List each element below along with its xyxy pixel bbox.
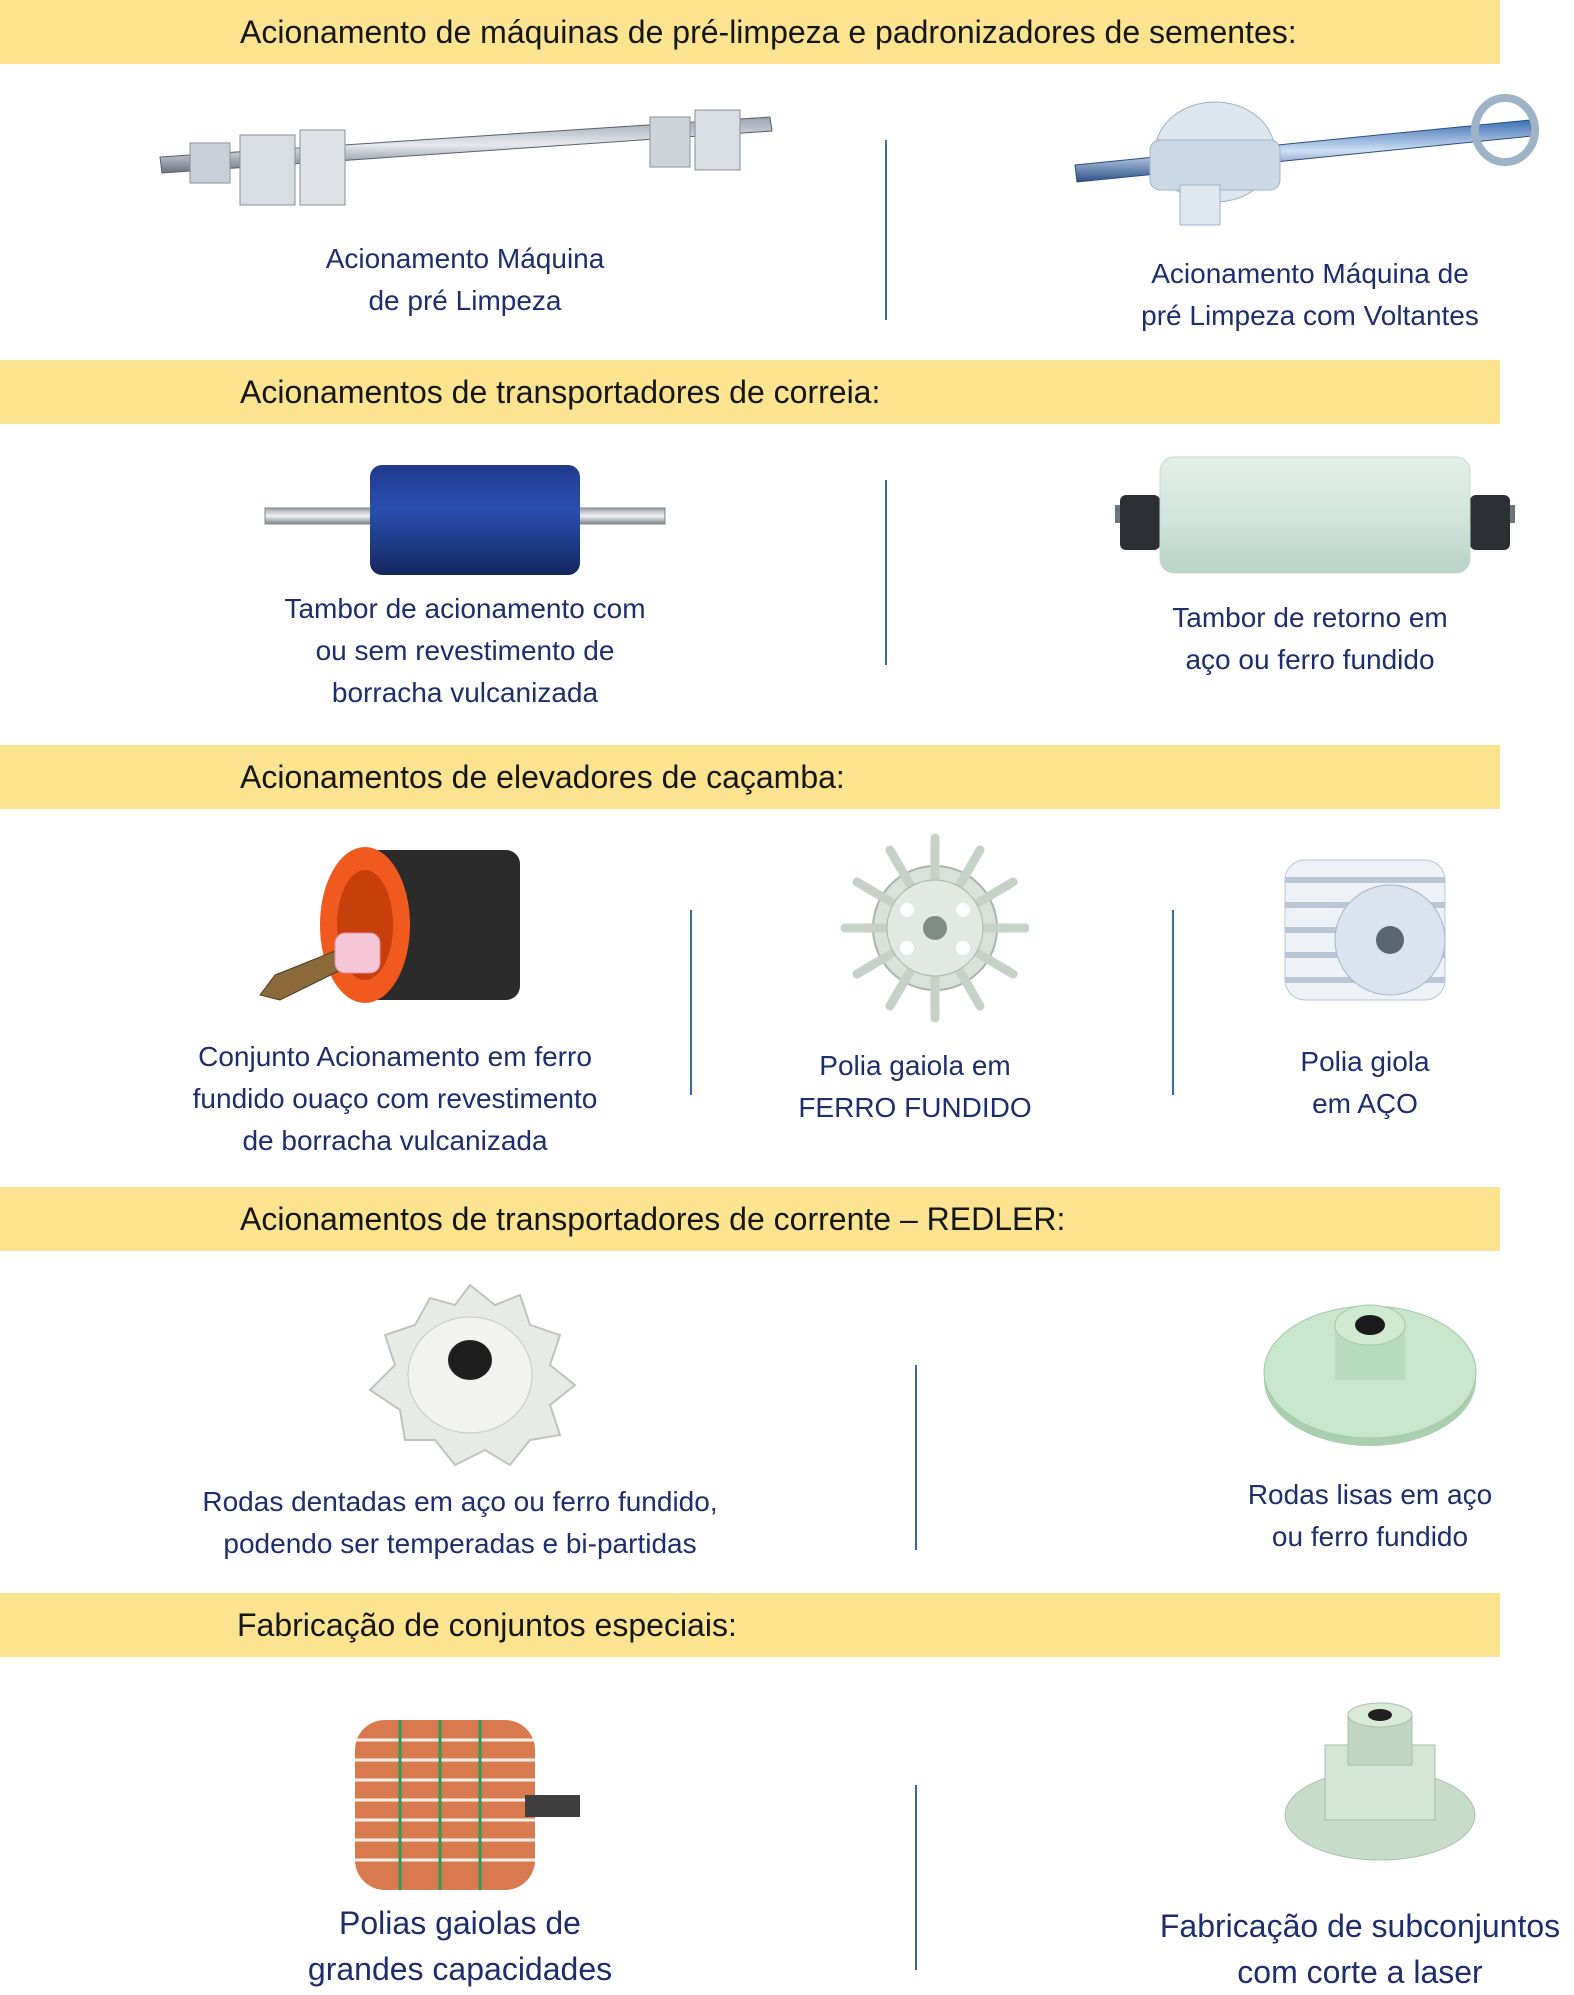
item-caption: Polia gaiola em FERRO FUNDIDO bbox=[798, 1050, 1032, 1123]
divider bbox=[885, 140, 887, 320]
divider bbox=[1172, 910, 1174, 1095]
section-title-1: Acionamento de máquinas de pré-limpeza e padronizadores de sementes: bbox=[240, 14, 1297, 50]
item-caption: Acionamento Máquina de pré Limpeza bbox=[325, 243, 605, 316]
section-title-3: Acionamentos de elevadores de caçamba: bbox=[240, 759, 845, 795]
item-caption: Rodas lisas em aço ou ferro fundido bbox=[1247, 1479, 1493, 1552]
laser-cut-subassembly-icon bbox=[1280, 1700, 1480, 1870]
divider bbox=[690, 910, 692, 1095]
steel-cage-pulley-icon bbox=[1265, 830, 1465, 1025]
rubber-drive-drum-icon bbox=[260, 460, 670, 580]
shaft-with-bearings-icon bbox=[150, 95, 780, 225]
divider bbox=[885, 480, 887, 665]
item-caption: Polia giola em AÇO bbox=[1300, 1046, 1430, 1119]
section-title-5: Fabricação de conjuntos especiais: bbox=[237, 1607, 737, 1643]
section-title-2: Acionamentos de transportadores de correia: bbox=[240, 374, 881, 410]
section-band-5 bbox=[0, 1593, 1500, 1657]
drive-assembly-drum-icon bbox=[255, 835, 535, 1015]
item-caption: Polias gaiolas de grandes capacidades bbox=[307, 1905, 613, 1987]
return-drum-icon bbox=[1115, 455, 1515, 575]
item-caption: Rodas dentadas em aço ou ferro fundido, podendo ser temperadas e bi-partidas bbox=[202, 1486, 718, 1559]
shaft-with-handwheels-icon bbox=[1070, 90, 1550, 230]
item-caption: Tambor de acionamento com ou sem revestimento de borracha vulcanizada bbox=[284, 593, 646, 708]
item-caption: Acionamento Máquina de pré Limpeza com Voltantes bbox=[1141, 258, 1479, 331]
smooth-wheel-icon bbox=[1260, 1280, 1480, 1450]
cast-iron-cage-pulley-icon bbox=[835, 830, 1035, 1025]
divider bbox=[915, 1365, 917, 1550]
item-caption: Fabricação de subconjuntos com corte a laser bbox=[1159, 1908, 1561, 1990]
item-caption: Tambor de retorno em aço ou ferro fundido bbox=[1172, 602, 1448, 675]
divider bbox=[915, 1785, 917, 1970]
sprocket-wheel-icon bbox=[360, 1280, 580, 1470]
section-title-4: Acionamentos de transportadores de corrente – REDLER: bbox=[240, 1201, 1066, 1237]
item-caption: Conjunto Acionamento em ferro fundido ouaço com revestimento de borracha vulcanizada bbox=[192, 1041, 598, 1156]
large-cage-pulley-icon bbox=[345, 1700, 585, 1900]
